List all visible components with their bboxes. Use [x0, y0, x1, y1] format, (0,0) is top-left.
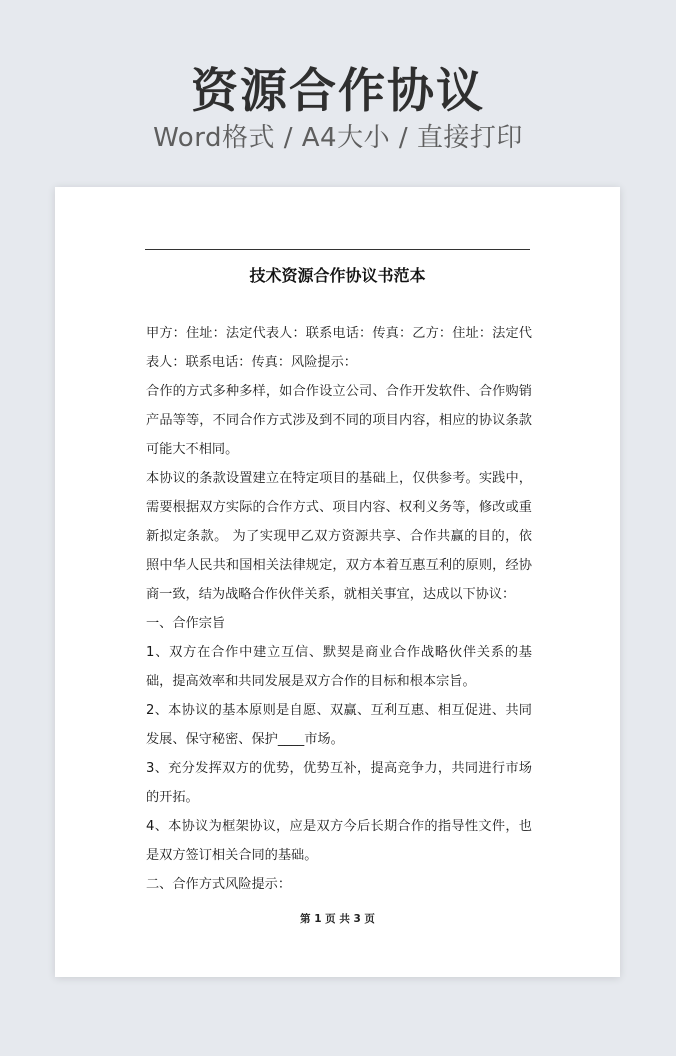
page-number: 第 1 页 共 3 页 [300, 913, 375, 925]
document-page [55, 187, 620, 977]
document-body [146, 319, 532, 899]
banner-subtitle: Word格式 / A4大小 / 直接打印 [153, 123, 523, 153]
paragraph-cooperation-methods: 合作的方式多种多样，如合作设立公司、合作开发软件、合作购销产品等等，不同合作方式涉及到不同的项目内容，相应的协议条款可能大不相同。 [146, 384, 532, 457]
paragraph-parties: 甲方：住址：法定代表人：联系电话：传真：乙方：住址：法定代表人：联系电话：传真：风险提示： [146, 326, 532, 370]
clause-3: 3、充分发挥双方的优势，优势互补，提高竞争力，共同进行市场的开拓。 [146, 761, 532, 805]
document-title: 技术资源合作协议书范本 [249, 266, 426, 285]
paragraph-terms-basis: 本协议的条款设置建立在特定项目的基础上，仅供参考。实践中，需要根据双方实际的合作方式、项目内容、权利义务等，修改或重新拟定条款。 为了实现甲乙双方资源共享、合作共赢的目的，依照中华人民共和国相关法律规定，双方本着互惠互利的原则，经协商一致，结为战略合作伙伴关系，就相关事宜，达成以下协议： [146, 471, 532, 602]
section-heading-cooperation-method: 二、合作方式风险提示： [146, 877, 292, 892]
clause-4: 4、本协议为框架协议，应是双方今后长期合作的指导性文件，也是双方签订相关合同的基础。 [146, 819, 532, 863]
section-heading-purpose: 一、合作宗旨 [146, 616, 226, 631]
clause-2: 2、本协议的基本原则是自愿、双赢、互利互惠、相互促进、共同发展、保守秘密、保护____市场。 [146, 703, 532, 747]
header-rule [145, 249, 530, 250]
clause-1: 1、双方在合作中建立互信、默契是商业合作战略伙伴关系的基础，提高效率和共同发展是双方合作的目标和根本宗旨。 [146, 645, 532, 689]
banner-title: 资源合作协议 [191, 64, 485, 119]
